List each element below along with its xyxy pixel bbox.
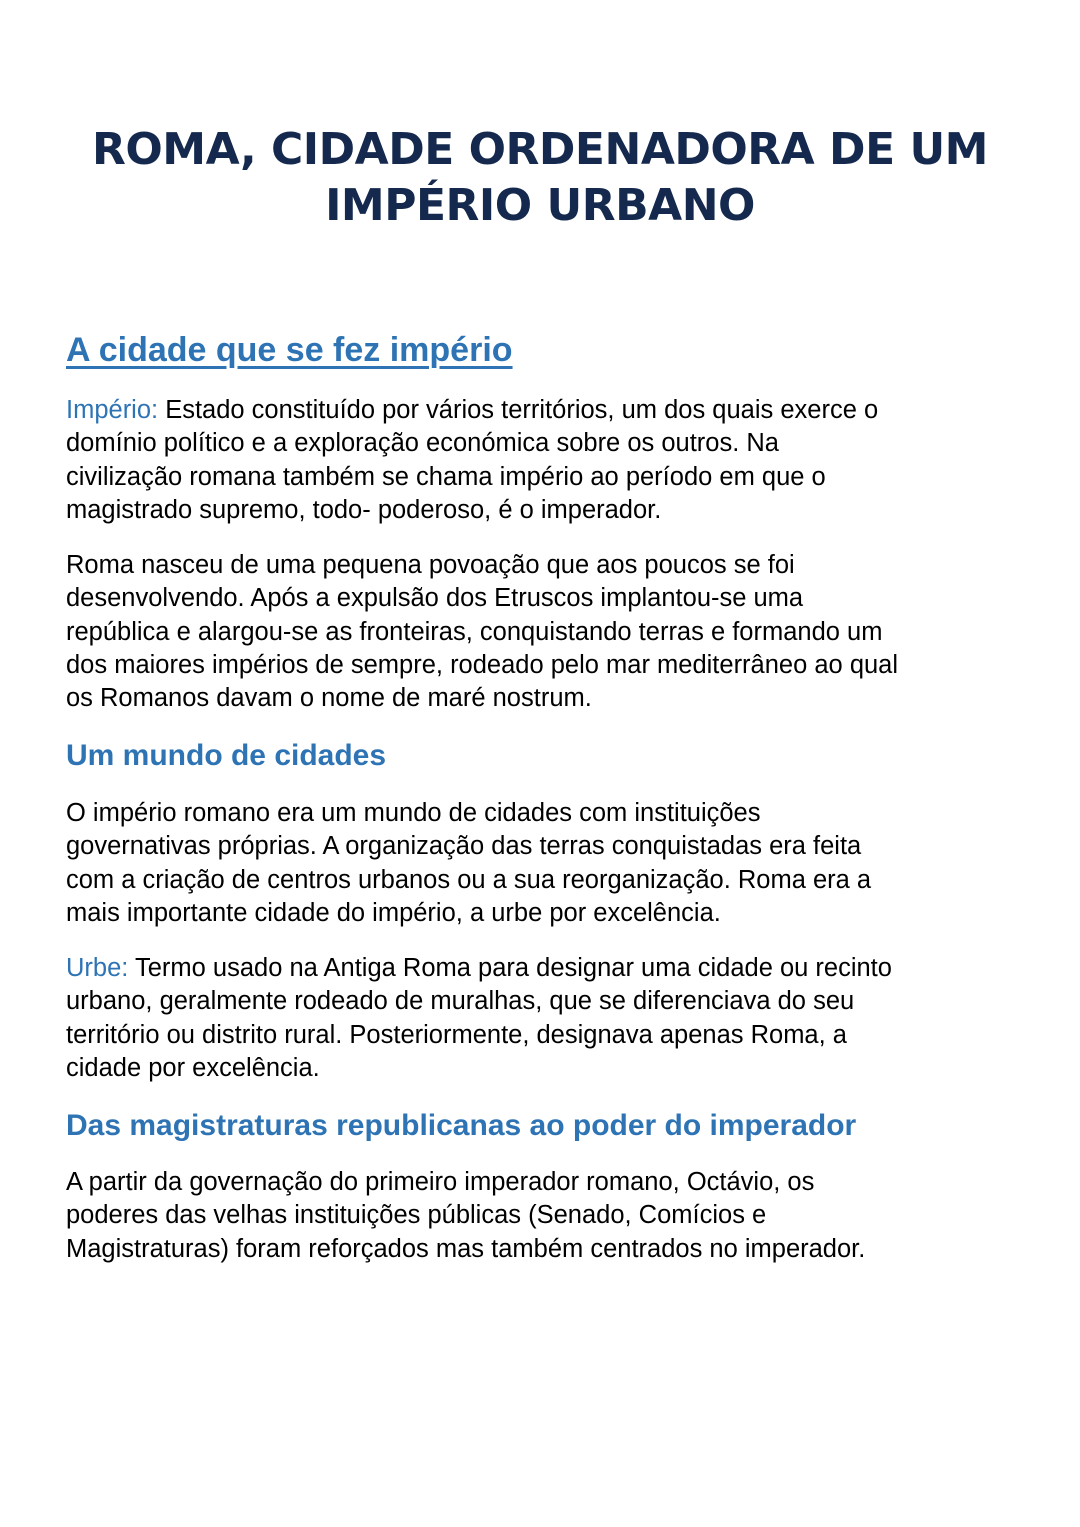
- term-urbe: Urbe:: [66, 954, 129, 982]
- section-heading-cidade-imperio: A cidade que se fez império: [66, 331, 513, 369]
- text-line: urbano, geralmente rodeado de muralhas, que se diferenciava do seu: [66, 987, 855, 1016]
- text-line: magistrado supremo, todo- poderoso, é o imperador.: [66, 495, 662, 524]
- text-line: poderes das velhas instituições públicas (Senado, Comícios e: [66, 1201, 767, 1230]
- section-heading-mundo-cidades: Um mundo de cidades: [66, 739, 387, 772]
- text-line: domínio político e a exploração económica sobre os outros. Na: [66, 429, 779, 458]
- page-title-line-2: IMPÉRIO URBANO: [325, 180, 755, 231]
- text-line: civilização romana também se chama império ao período em que o: [66, 462, 826, 491]
- paragraph-mundo-cidades: [66, 797, 1026, 930]
- text-line: com a criação de centros urbanos ou a sua reorganização. Roma era a: [66, 865, 872, 894]
- text-line: O império romano era um mundo de cidades com instituições: [66, 799, 761, 827]
- text-line: república e alargou-se as fronteiras, conquistando terras e formando um: [66, 617, 883, 646]
- text-line: Estado constituído por vários territórios, um dos quais exerce o: [158, 396, 879, 424]
- text-line: os Romanos davam o nome de maré nostrum.: [66, 684, 592, 713]
- text-line: cidade por excelência.: [66, 1053, 320, 1082]
- term-imperio: Império:: [66, 396, 159, 424]
- text-line: território ou distrito rural. Posteriormente, designava apenas Roma, a: [66, 1020, 847, 1049]
- text-line: Magistraturas) foram reforçados mas também centrados no imperador.: [66, 1234, 866, 1263]
- page-title-line-1: ROMA, CIDADE ORDENADORA DE UM: [92, 124, 988, 175]
- section-heading-magistraturas: Das magistraturas republicanas ao poder do imperador: [66, 1109, 857, 1142]
- text-line: governativas próprias. A organização das terras conquistadas era feita: [66, 832, 862, 861]
- paragraph-magistraturas: [66, 1166, 1026, 1266]
- text-line: A partir da governação do primeiro imperador romano, Octávio, os: [66, 1168, 815, 1196]
- text-line: mais importante cidade do império, a urbe por excelência.: [66, 898, 721, 927]
- text-line: Roma nasceu de uma pequena povoação que aos poucos se foi: [66, 551, 795, 579]
- definition-imperio: [66, 394, 1026, 527]
- text-line: dos maiores impérios de sempre, rodeado pelo mar mediterrâneo ao qual: [66, 650, 899, 679]
- text-line: Termo usado na Antiga Roma para designar uma cidade ou recinto: [128, 954, 892, 982]
- paragraph-roma-origem: [66, 549, 1026, 715]
- text-line: desenvolvendo. Após a expulsão dos Etruscos implantou-se uma: [66, 584, 804, 613]
- page-title: [0, 122, 1080, 234]
- definition-urbe: [66, 952, 1026, 1085]
